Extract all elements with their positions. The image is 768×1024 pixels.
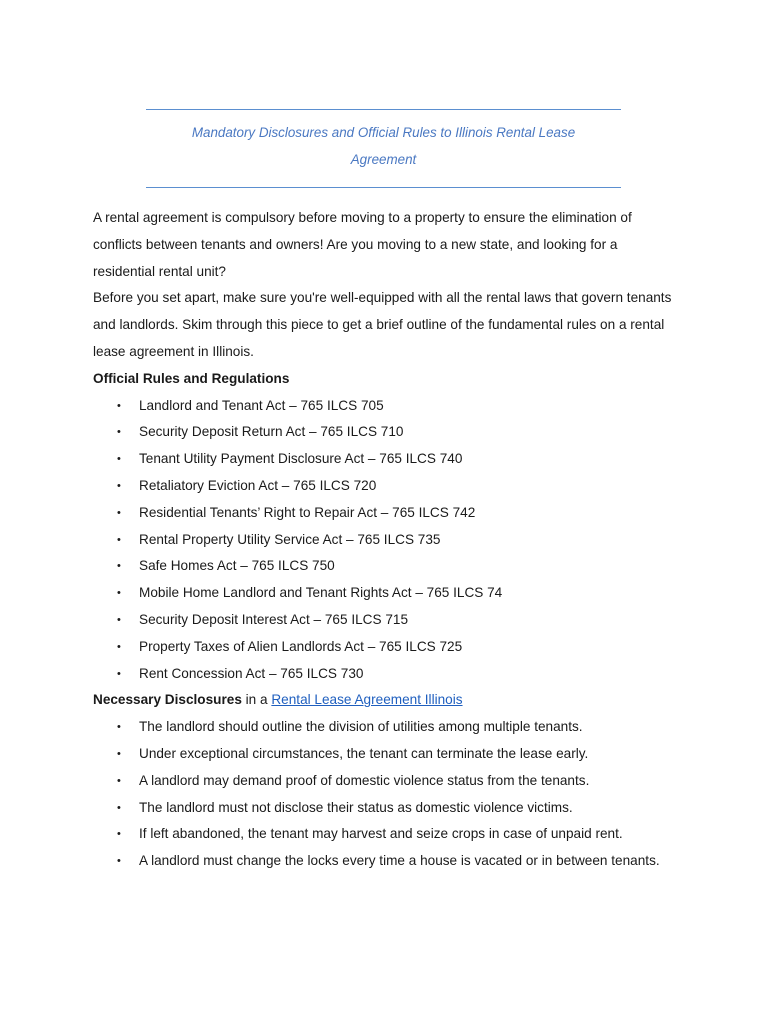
bullet-icon: • — [117, 426, 121, 439]
intro-paragraph-1: A rental agreement is compulsory before moving to a property to ensure the elimination of conflicts between tenants and owners! Are you moving to a new state, and looking for a residential rental unit? — [93, 210, 632, 279]
disclosure-list-item — [93, 821, 683, 848]
disclosure-list-item — [93, 795, 683, 822]
disclosure-list-item-text: A landlord may demand proof of domestic violence status from the tenants. — [139, 772, 590, 788]
disclosure-list-item-text: The landlord should outline the division of utilities among multiple tenants. — [139, 719, 583, 735]
rule-list-item-text: Retaliatory Eviction Act – 765 ILCS 720 — [139, 477, 377, 493]
rental-lease-agreement-link[interactable]: Rental Lease Agreement Illinois — [271, 692, 463, 708]
rule-list-item-text: Residential Tenants’ Right to Repair Act – 765 ILCS 742 — [139, 504, 476, 520]
disclosure-list-item — [93, 768, 683, 795]
disclosure-list-item — [93, 741, 683, 768]
rule-list-item-text: Rent Concession Act – 765 ILCS 730 — [139, 665, 364, 681]
title-rule-bottom — [146, 187, 621, 188]
document-body — [93, 205, 683, 875]
bullet-icon: • — [117, 855, 121, 868]
rule-list-item — [93, 393, 683, 420]
rule-list-item-text: Landlord and Tenant Act – 765 ILCS 705 — [139, 397, 384, 413]
rule-list-item — [93, 553, 683, 580]
rule-list-item — [93, 607, 683, 634]
document-title — [146, 119, 621, 173]
rule-list-item — [93, 473, 683, 500]
rule-list-item-text: Security Deposit Interest Act – 765 ILCS 715 — [139, 611, 409, 627]
disclosures-heading — [93, 687, 683, 714]
bullet-icon: • — [117, 667, 121, 680]
disclosure-list-item — [93, 714, 683, 741]
bullet-icon: • — [117, 801, 121, 814]
rule-list-item-text: Mobile Home Landlord and Tenant Rights Act – 765 ILCS 74 — [139, 585, 503, 601]
bullet-icon: • — [117, 640, 121, 653]
bullet-icon: • — [117, 533, 121, 546]
title-rule-top — [146, 109, 621, 110]
document-title-line-2: Agreement — [350, 152, 417, 167]
bullet-icon: • — [117, 828, 121, 841]
disclosures-heading-bold: Necessary Disclosures — [93, 692, 242, 708]
bullet-icon: • — [117, 479, 121, 492]
disclosure-list-item — [93, 848, 683, 875]
rules-list — [93, 393, 683, 688]
rule-list-item — [93, 661, 683, 688]
bullet-icon: • — [117, 721, 121, 734]
bullet-icon: • — [117, 747, 121, 760]
disclosure-list-item-text: A landlord must change the locks every time a house is vacated or in between tenants. — [139, 853, 660, 869]
bullet-icon: • — [117, 453, 121, 466]
rule-list-item — [93, 500, 683, 527]
rule-list-item — [93, 446, 683, 473]
bullet-icon: • — [117, 774, 121, 787]
document-title-line-1: Mandatory Disclosures and Official Rules to Illinois Rental Lease — [191, 125, 576, 140]
rule-list-item-text: Tenant Utility Payment Disclosure Act – 765 ILCS 740 — [139, 451, 463, 467]
rules-heading: Official Rules and Regulations — [93, 370, 290, 386]
rule-list-item-text: Rental Property Utility Service Act – 765 ILCS 735 — [139, 531, 441, 547]
disclosure-list-item-text: Under exceptional circumstances, the tenant can terminate the lease early. — [139, 745, 589, 761]
disclosures-heading-connector: in a — [241, 692, 272, 708]
intro-paragraph-2: Before you set apart, make sure you're well-equipped with all the rental laws that govern tenants and landlords. Skim through this piece to get a brief outline of the fundamental rules on a rental lease agreement in Illinois. — [93, 290, 672, 359]
bullet-icon: • — [117, 587, 121, 600]
bullet-icon: • — [117, 399, 121, 412]
bullet-icon: • — [117, 506, 121, 519]
bullet-icon: • — [117, 613, 121, 626]
disclosure-list-item-text: If left abandoned, the tenant may harvest and seize crops in case of unpaid rent. — [139, 826, 623, 842]
disclosure-list-item-text: The landlord must not disclose their status as domestic violence victims. — [139, 799, 573, 815]
rule-list-item-text: Safe Homes Act – 765 ILCS 750 — [139, 558, 335, 574]
rule-list-item — [93, 580, 683, 607]
bullet-icon: • — [117, 560, 121, 573]
rule-list-item-text: Security Deposit Return Act – 765 ILCS 710 — [139, 424, 404, 440]
title-block — [146, 109, 621, 188]
rule-list-item-text: Property Taxes of Alien Landlords Act – 765 ILCS 725 — [139, 638, 463, 654]
rule-list-item — [93, 419, 683, 446]
disclosures-list — [93, 714, 683, 875]
rule-list-item — [93, 634, 683, 661]
rule-list-item — [93, 527, 683, 554]
